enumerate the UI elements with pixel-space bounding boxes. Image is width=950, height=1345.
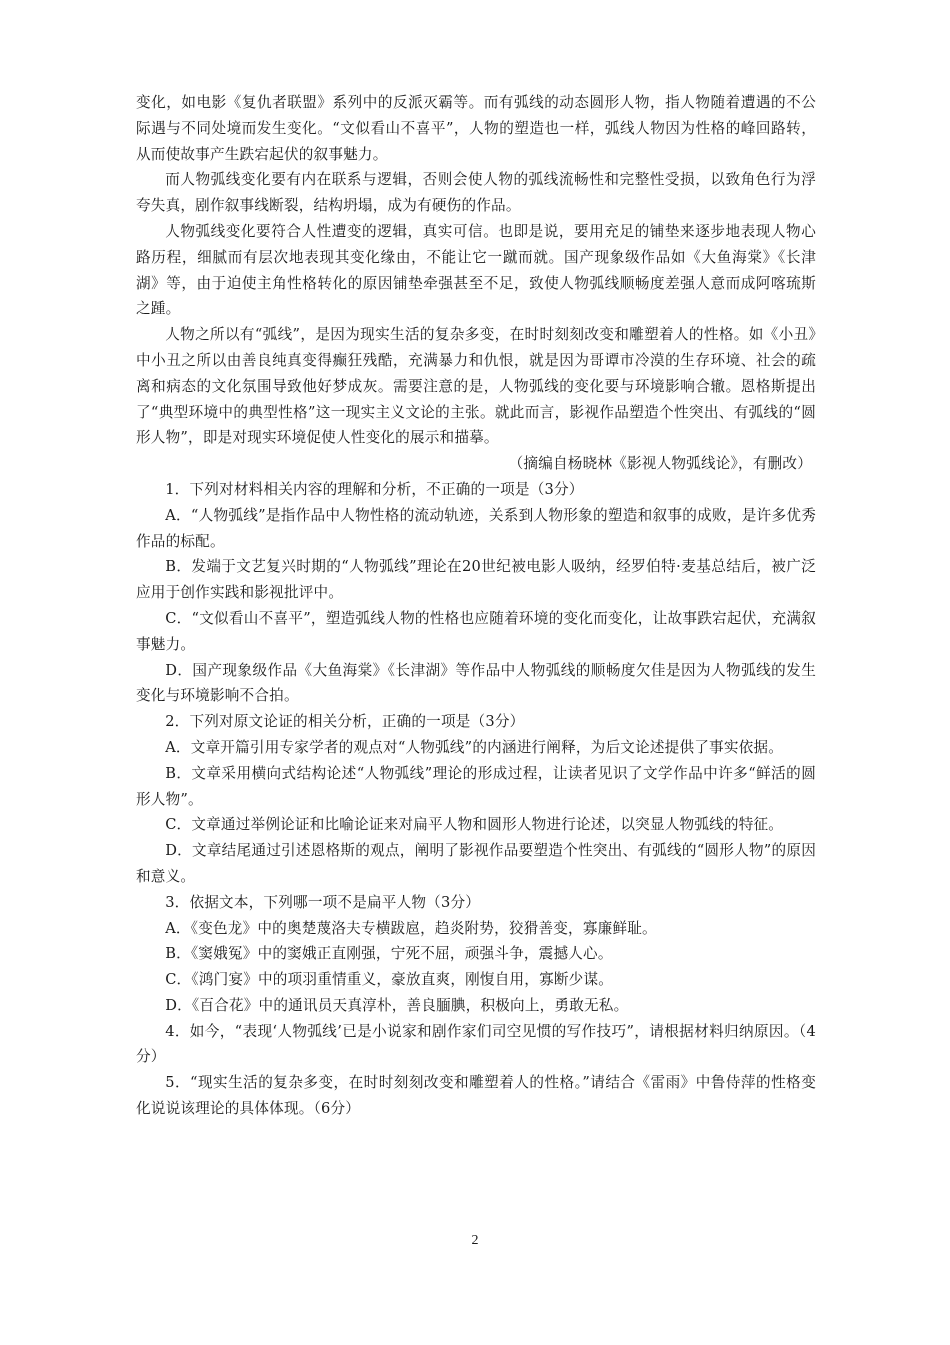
question-3-stem: 3．依据文本，下列哪一项不是扁平人物（3分）	[165, 893, 481, 911]
document-body	[136, 90, 816, 1122]
paragraph-continuation: 变化，如电影《复仇者联盟》系列中的反派灭霸等。而有弧线的动态圆形人物，指人物随着遭遇的不公际遇与不同处境而发生变化。“文似看山不喜平”，人物的塑造也一样，弧线人物因为性格的峰回路转，从而使故事产生跌宕起伏的叙事魅力。	[136, 94, 816, 163]
page-number: 2	[471, 1233, 479, 1248]
paragraph-reality: 人物之所以有“弧线”，是因为现实生活的复杂多变，在时时刻刻改变和雕塑着人的性格。如《小丑》中小丑之所以由善良纯真变得癫狂残酷，充满暴力和仇恨，就是因为哥谭市冷漠的生存环境、社会的疏离和病态的文化氛围导致他好梦成灰。需要注意的是，人物弧线的变化要与环境影响合辙。恩格斯提出了“典型环境中的典型性格”这一现实主义文论的主张。就此而言，影视作品塑造个性突出、有弧线的“圆形人物”，即是对现实环境促使人性变化的展示和描摹。	[136, 326, 816, 447]
source-citation: （摘编自杨晓林《影视人物弧线论》，有删改）	[508, 455, 812, 473]
paragraph-human-nature: 人物弧线变化要符合人性遭变的逻辑，真实可信。也即是说，要用充足的铺垫来逐步地表现人物心路历程，细腻而有层次地表现其变化缘由，不能让它一蹴而就。国产现象级作品如《大鱼海棠》《长津湖》等，由于迫使主角性格转化的原因铺垫牵强甚至不足，致使人物弧线顺畅度差强人意而成阿喀琉斯之踵。	[136, 222, 816, 318]
question-2-option-b: B．文章采用横向式结构论述“人物弧线”理论的形成过程，让读者见识了文学作品中许多“鲜活的圆形人物”。	[136, 764, 816, 808]
question-2-option-a: A．文章开篇引用专家学者的观点对“人物弧线”的内涵进行阐释，为后文论述提供了事实依据。	[165, 738, 784, 756]
question-2-option-d: D．文章结尾通过引述恩格斯的观点，阐明了影视作品要塑造个性突出、有弧线的“圆形人物”的原因和意义。	[136, 842, 816, 885]
question-5-stem: 5．“现实生活的复杂多变，在时时刻刻改变和雕塑着人的性格。”请结合《雷雨》中鲁侍萍的性格变化说说该理论的具体体现。（6分）	[136, 1074, 816, 1118]
question-3-option-c: C．《鸿门宴》中的项羽重情重义，豪放直爽，刚愎自用，寡断少谋。	[165, 971, 614, 989]
question-4-stem: 4．如今，“表现‘人物弧线’已是小说家和剧作家们司空见惯的写作技巧”，请根据材料归纳原因。（4分）	[136, 1022, 816, 1066]
paragraph-logic: 而人物弧线变化要有内在联系与逻辑，否则会使人物的弧线流畅性和完整性受损，以致角色行为浮夸失真，剧作叙事线断裂，结构坍塌，成为有硬伤的作品。	[136, 171, 816, 215]
question-1-stem: 1．下列对材料相关内容的理解和分析，不正确的一项是（3分）	[165, 480, 584, 498]
question-3-option-a: A．《变色龙》中的奥楚蔑洛夫专横跋扈，趋炎附势，狡猾善变，寡廉鲜耻。	[165, 919, 657, 937]
question-2-stem: 2．下列对原文论证的相关分析，正确的一项是（3分）	[165, 713, 525, 731]
question-1-option-b: B．发端于文艺复兴时期的“人物弧线”理论在20世纪被电影人吸纳，经罗伯特·麦基总结后，被广泛应用于创作实践和影视批评中。	[136, 558, 816, 602]
question-2-option-c: C．文章通过举例论证和比喻论证来对扁平人物和圆形人物进行论述，以突显人物弧线的特征。	[165, 816, 784, 834]
question-3-option-d: D．《百合花》中的通讯员天真淳朴，善良腼腆，积极向上，勇敢无私。	[165, 996, 629, 1014]
question-1-option-a: A．“人物弧线”是指作品中人物性格的流动轨迹，关系到人物形象的塑造和叙事的成败，是许多优秀作品的标配。	[136, 506, 816, 550]
question-3-option-b: B．《窦娥冤》中的窦娥正直刚强，宁死不屈，顽强斗争，震撼人心。	[165, 945, 613, 963]
question-1-option-d: D．国产现象级作品《大鱼海棠》《长津湖》等作品中人物弧线的顺畅度欠佳是因为人物弧线的发生变化与环境影响不合拍。	[136, 661, 816, 705]
question-1-option-c: C．“文似看山不喜平”，塑造弧线人物的性格也应随着环境的变化而变化，让故事跌宕起伏，充满叙事魅力。	[136, 609, 816, 653]
